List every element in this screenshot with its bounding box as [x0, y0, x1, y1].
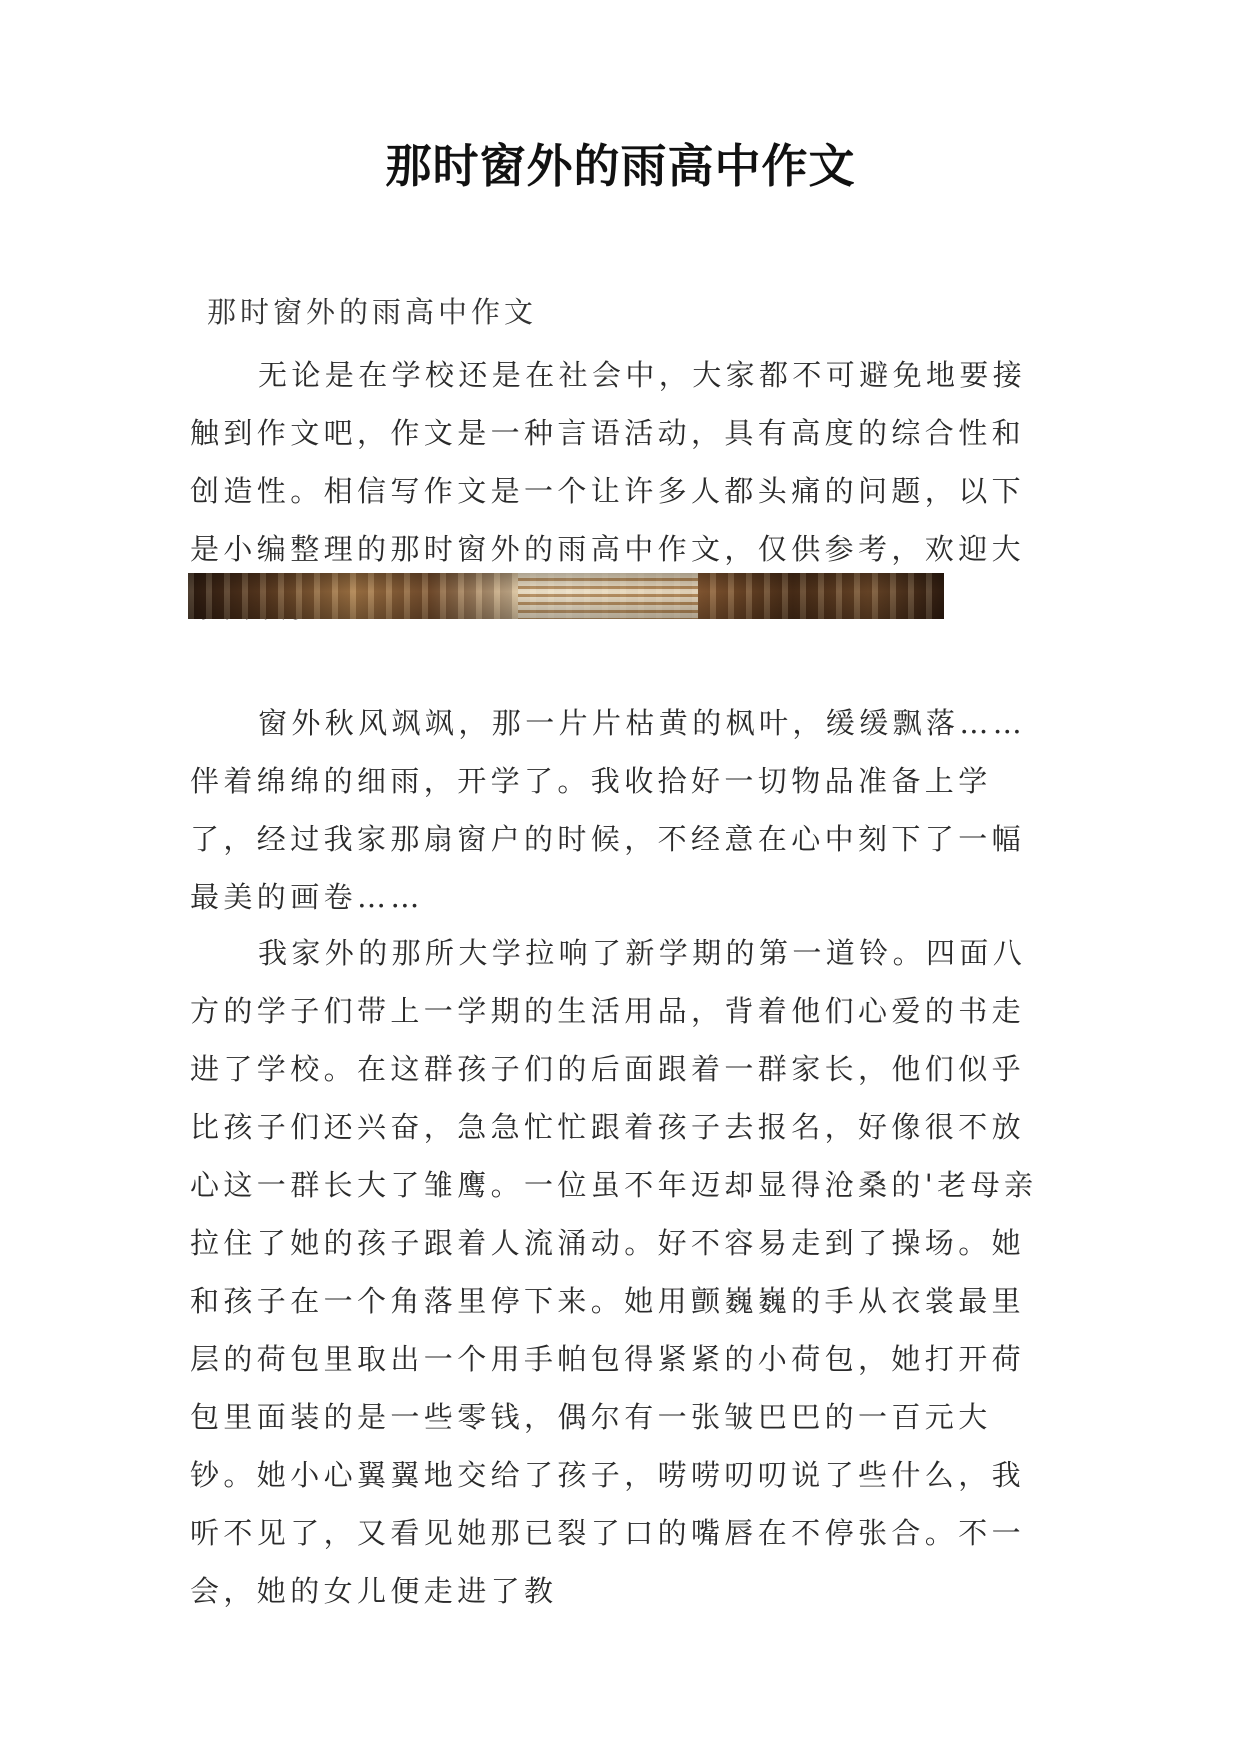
- article-subtitle: 那时窗外的雨高中作文: [207, 295, 538, 329]
- banner-shade: [188, 573, 944, 619]
- page-title: 那时窗外的雨高中作文: [385, 139, 856, 193]
- paragraph-intro: 无论是在学校还是在社会中，大家都不可避免地要接触到作文吧，作文是一种言语活动，具有高度的综合性和创造性。相信写作文是一个让许多人都头痛的问题，以下是小编整理的那时窗外的雨高中作文，仅供参考，欢迎大: [190, 358, 1027, 566]
- books-banner-image: [188, 573, 944, 619]
- paragraph-autumn: 窗外秋风飒飒，那一片片枯黄的枫叶，缓缓飘落……伴着绵绵的细雨，开学了。我收拾好一切物品准备上学了，经过我家那扇窗户的时候，不经意在心中刻下了一幅最美的画卷……: [190, 706, 1027, 914]
- paragraph-school: 我家外的那所大学拉响了新学期的第一道铃。四面八方的学子们带上一学期的生活用品，背着他们心爱的书走进了学校。在这群孩子们的后面跟着一群家长，他们似乎比孩子们还兴奋，急急忙忙跟着孩子去报名，好像很不放心这一群长大了雏鹰。一位虽不年迈却显得沧桑的'老母亲拉住了她的孩子跟着人流涌动。好不容易走到了操场。她和孩子在一个角落里停下来。她用颤巍巍的手从衣裳最里层的荷包里取出一个用手帕包得紧紧的小荷包，她打开荷包里面装的是一些零钱，偶尔有一张皱巴巴的一百元大钞。她小心翼翼地交给了孩子，唠唠叨叨说了些什么，我听不见了，又看见她那已裂了口的嘴唇在不停张合。不一会，她的女儿便走进了教: [190, 936, 1038, 1608]
